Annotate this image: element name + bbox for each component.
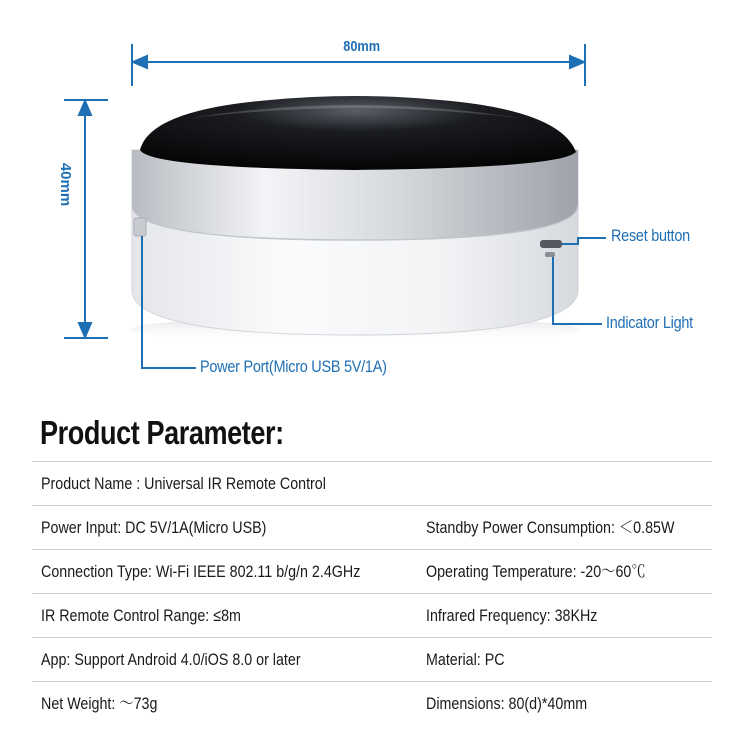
standby-power: Standby Power Consumption: ＜0.85W (426, 518, 675, 537)
product-name: Product Name : Universal IR Remote Control (41, 474, 326, 493)
dimensions: Dimensions: 80(d)*40mm (426, 694, 588, 713)
height-dimension-line (64, 100, 108, 338)
indicator-light-label: Indicator Light (606, 313, 693, 332)
table-row (32, 593, 712, 637)
power-port-label: Power Port(Micro USB 5V/1A) (200, 357, 387, 376)
height-label: 40mm (57, 162, 75, 207)
net-weight: Net Weight: ～73g (41, 694, 158, 713)
parameter-table (32, 461, 712, 725)
infrared-frequency: Infrared Frequency: 38KHz (426, 606, 598, 625)
table-row (32, 461, 712, 505)
connection-type: Connection Type: Wi-Fi IEEE 802.11 b/g/n 2.4GHz (41, 562, 361, 581)
table-row (32, 549, 712, 593)
power-input: Power Input: DC 5V/1A(Micro USB) (41, 518, 267, 537)
reset-button-label: Reset button (611, 226, 690, 245)
app-support: App: Support Android 4.0/iOS 8.0 or later (41, 650, 301, 669)
ir-range: IR Remote Control Range: ≤8m (41, 606, 241, 625)
width-label: 80mm (343, 38, 381, 55)
operating-temperature: Operating Temperature: -20～60℃ (426, 562, 646, 581)
section-title: Product Parameter: (40, 414, 284, 451)
material: Material: PC (426, 650, 505, 669)
table-row (32, 505, 712, 549)
table-row (32, 681, 712, 725)
remote-device (130, 96, 580, 344)
table-row (32, 637, 712, 681)
